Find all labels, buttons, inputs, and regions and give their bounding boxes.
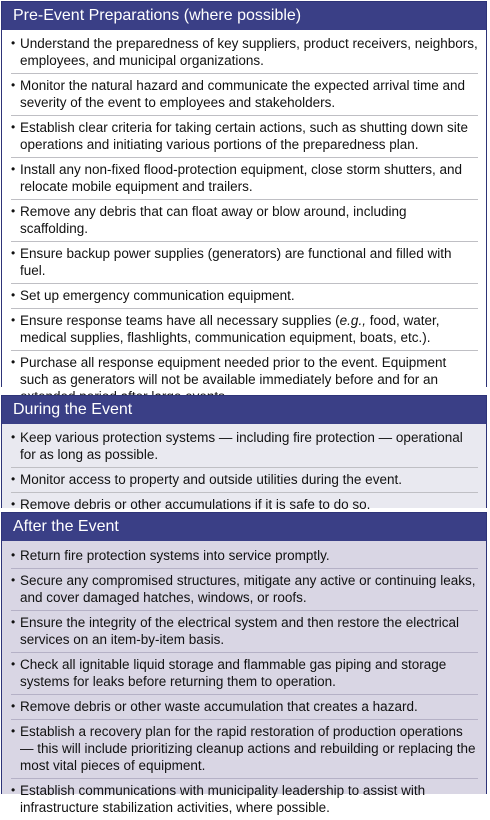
list-item: • Establish communications with municipality leadership to assist with infrastructure stabilization activities, where possible.	[11, 779, 478, 820]
after-event-section	[1, 512, 487, 815]
list-item: • Remove any debris that can float away or blow around, including scaffolding.	[11, 200, 478, 242]
list-item: • Secure any compromised structures, mitigate any active or continuing leaks, and cover damaged hatches, windows, or roofs.	[11, 569, 478, 611]
section-title: Pre-Event Preparations (where possible)	[2, 2, 486, 30]
list-item: • Monitor access to property and outside utilities during the event.	[11, 468, 478, 493]
section-body	[2, 541, 486, 815]
list-item: • Monitor the natural hazard and communicate the expected arrival time and severity of the event to employees and stakeholders.	[11, 74, 478, 116]
list-item: • Remove debris or other accumulations if it is safe to do so.	[11, 493, 478, 517]
during-event-section	[1, 395, 487, 512]
list-item: • Establish a recovery plan for the rapid restoration of production operations — this will include prioritizing cleanup actions and rebuilding or replacing the most vital pieces of equipment.	[11, 720, 478, 779]
section-title: After the Event	[2, 513, 486, 541]
item-text-emphasis: e.g.,	[339, 313, 366, 328]
list-item: • Understand the preparedness of key suppliers, product receivers, neighbors, employees, and municipal organizations.	[11, 34, 478, 74]
section-body	[2, 424, 486, 512]
list-item: • Set up emergency communication equipment.	[11, 284, 478, 309]
section-body	[2, 30, 486, 387]
list-item: • Check all ignitable liquid storage and flammable gas piping and storage systems for leaks before returning them to operation.	[11, 653, 478, 695]
pre-event-section	[1, 1, 487, 387]
list-item: • Keep various protection systems — including fire protection — operational for as long as possible.	[11, 428, 478, 468]
list-item: • Install any non-fixed flood-protection equipment, close storm shutters, and relocate mobile equipment and trailers.	[11, 158, 478, 200]
list-item: • Return fire protection systems into service promptly.	[11, 546, 478, 569]
list-item: • Purchase all response equipment needed prior to the event. Equipment such as generators will not be available immediately before and for an	[11, 351, 478, 409]
list-item	[11, 309, 478, 351]
section-title: During the Event	[2, 396, 486, 424]
list-item: • Remove debris or other waste accumulation that creates a hazard.	[11, 695, 478, 720]
item-text-start: Ensure response teams have all necessary supplies (	[20, 313, 340, 328]
item-text-end: food, water, medical supplies, flashlights, communication equipment, boats, etc.).	[20, 313, 440, 345]
list-item: • Ensure the integrity of the electrical system and then restore the electrical services on an item-by-item basis.	[11, 611, 478, 653]
list-item: • Ensure backup power supplies (generators) are functional and filled with fuel.	[11, 242, 478, 284]
list-item: • Establish clear criteria for taking certain actions, such as shutting down site operations and initiating various portions of the preparedness plan.	[11, 116, 478, 158]
